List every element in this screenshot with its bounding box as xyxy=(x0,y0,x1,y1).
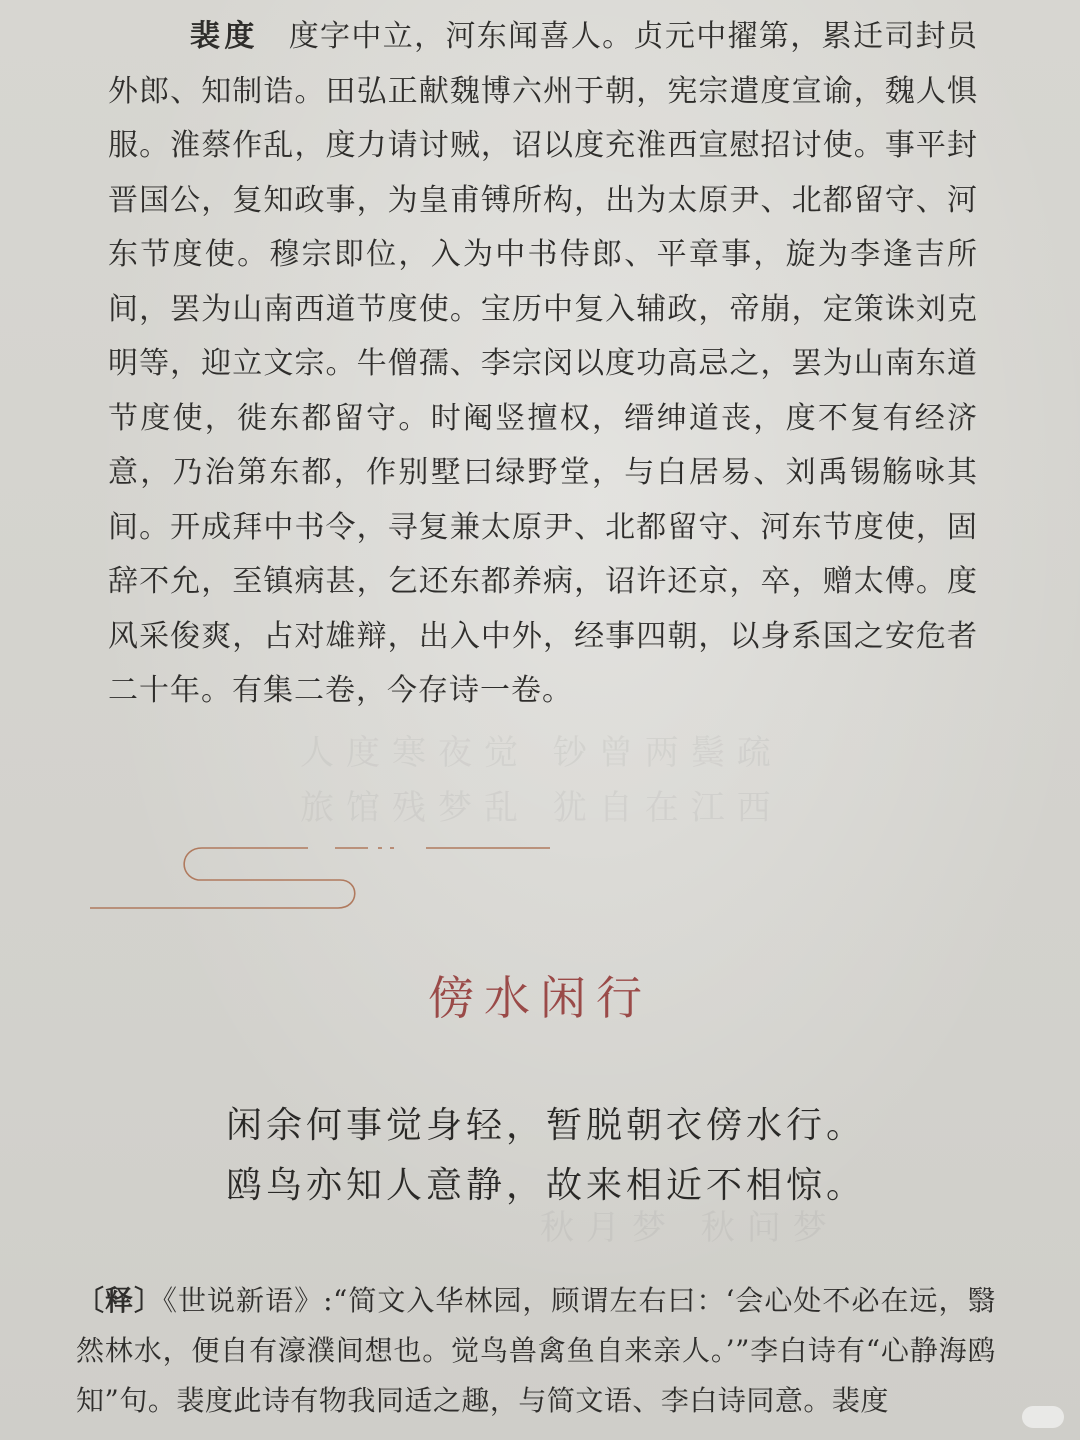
show-through-text: 人度寒夜觉 钞曾两鬓疏 xyxy=(300,733,783,773)
annotation xyxy=(76,1276,996,1426)
cloud-divider-ornament xyxy=(90,838,560,918)
poem-body xyxy=(226,1096,866,1216)
biography-text: 度字中立，河东闻喜人。贞元中擢第，累迁司封员外郎、知制诰。田弘正献魏博六州于朝，宪宗遣度宣谕，魏人惧服。淮蔡作乱，度力请讨贼，诏以度充淮西宣慰招讨使。事平封晋国公，复知政事，为皇甫镈所构，出为太原尹、北都留守、河东节度使。穆宗即位，入为中书侍郎、平章事，旋为李逢吉所间，罢为山南西道节度使。宝历中复入辅政，帝崩，定策诛刘克明等，迎立文宗。牛僧孺、李宗闵以度功高忌之，罢为山南东道节度使，徙东都留守。时阉竖擅权，缙绅道丧，度不复有经济意，乃治第东都，作别墅曰绿野堂，与白居易、刘禹锡觞咏其间。开成拜中书令，寻复兼太原尹、北都留守、河东节度使，固辞不允，至镇病甚，乞还东都养病，诏许还京，卒，赠太傅。度风采俊爽，占对雄辩，出入中外，经事四朝，以身系国之安危者二十年。有集二卷，今存诗一卷。 xyxy=(108,19,979,708)
poem-line: 鸥鸟亦知人意静，故来相近不相惊。 xyxy=(226,1165,867,1206)
poem-line: 闲余何事觉身轻，暂脱朝衣傍水行。 xyxy=(226,1105,867,1146)
annotation-tag: 〔释〕 xyxy=(76,1284,164,1317)
author-biography xyxy=(108,10,978,719)
show-through-text: 秋月梦 秋问梦 xyxy=(540,1208,839,1248)
author-name: 裴度 xyxy=(190,19,259,54)
watermark-logo xyxy=(1022,1406,1064,1428)
poem-title: 傍水闲行 xyxy=(428,971,652,1025)
show-through-text: 旅馆残梦乱 犹自在江西 xyxy=(300,788,783,828)
annotation-text: 《世说新语》:“简文入华林园，顾谓左右曰：‘会心处不必在远，翳然林水，便自有濠濮间想也。觉鸟兽禽鱼自来亲人。’”李白诗有“心静海鸥知”句。裴度此诗有物我同适之趣，与简文语、李白诗同意。裴度 xyxy=(76,1284,996,1417)
